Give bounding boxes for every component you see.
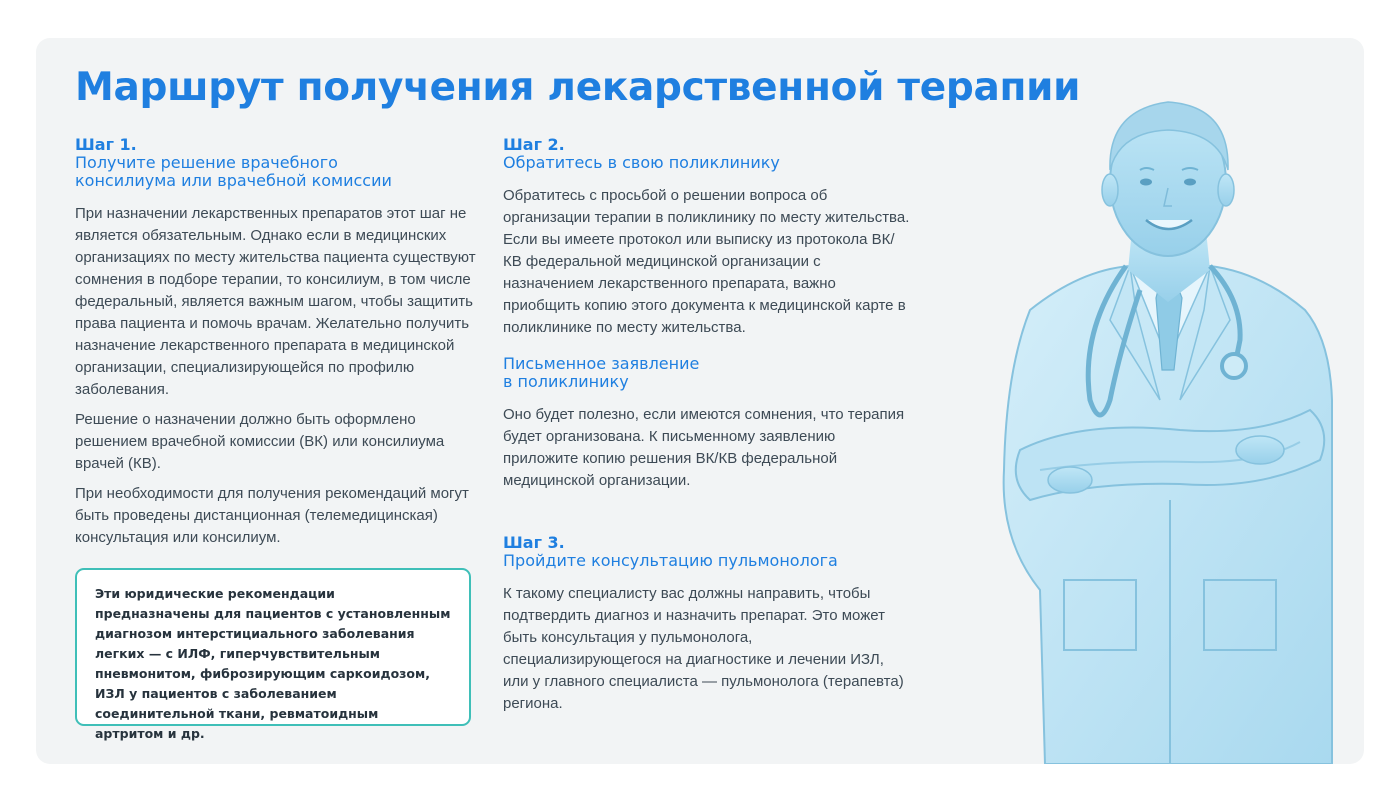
step-2-paragraph: Обратитесь с просьбой о решении вопроса об организации терапии в поликлинику по месту жительства. Если вы имеете протокол или выписку из протокола ВК/КВ федеральной медицинской организации с назначением лекарственного препарата, важно приобщить копию этого документа к медицинской карте в поликлинике по месту жительства. [503,187,910,336]
step-1-number: Шаг 1. [75,135,137,154]
step-2-name: Обратитесь в свою поликлинику [503,153,780,172]
step-3-heading [503,534,913,570]
written-statement-heading-line-2: в поликлинику [503,372,629,391]
step-1-paragraph-1: При назначении лекарственных препаратов этот шаг не является обязательным. Однако если в медицинских организациях по месту жительства пациента существуют сомнения в подборе терапии, то консилиум, в том числе федеральный, является важным шагом, чтобы защитить права пациента и помочь врачам. Желательно получить назначение лекарственного препарата в медицинской организации, специализирующейся по профилю заболевания. [75,205,476,398]
step-3-paragraph: К такому специалисту вас должны направить, чтобы подтвердить диагноз и назначить препарат. Это может быть консультация у пульмонолога, специализирующегося на диагностике и лечении ИЗЛ, или у главного специалиста — пульмонолога (терапевта) региона. [503,585,904,712]
doctor-illustration [960,70,1360,764]
step-1-column [75,136,480,557]
written-statement-paragraph: Оно будет полезно, если имеются сомнения, что терапия будет организована. К письменному заявлению приложите копию решения ВК/КВ федеральной медицинской организации. [503,406,905,489]
step-2-3-column [503,136,913,723]
step-1-name-line-1: Получите решение врачебного [75,153,338,172]
step-1-heading [75,136,480,190]
legal-notice-box: Эти юридические рекомендации предназначены для пациентов с установленным диагнозом интерстициального заболевания легких — с ИЛФ, гиперчувствительным пневмонитом, фиброзирующим саркоидозом, ИЗЛ у пациентов с заболеванием соединительной ткани, ревматоидным артритом и др. [75,568,471,726]
step-1-paragraph-3: При необходимости для получения рекомендаций могут быть проведены дистанционная (телемедицинская) консультация или консилиум. [75,485,469,546]
step-2-heading [503,136,913,172]
step-3-name: Пройдите консультацию пульмонолога [503,551,838,570]
step-2-number: Шаг 2. [503,135,565,154]
written-statement-heading [503,355,913,391]
step-3-number: Шаг 3. [503,533,565,552]
step-1-name-line-2: консилиума или врачебной комиссии [75,171,392,190]
page-title: Маршрут получения лекарственной терапии [75,65,1081,110]
written-statement-heading-line-1: Письменное заявление [503,354,700,373]
step-1-paragraph-2: Решение о назначении должно быть оформлено решением врачебной комиссии (ВК) или консилиума врачей (КВ). [75,411,445,472]
